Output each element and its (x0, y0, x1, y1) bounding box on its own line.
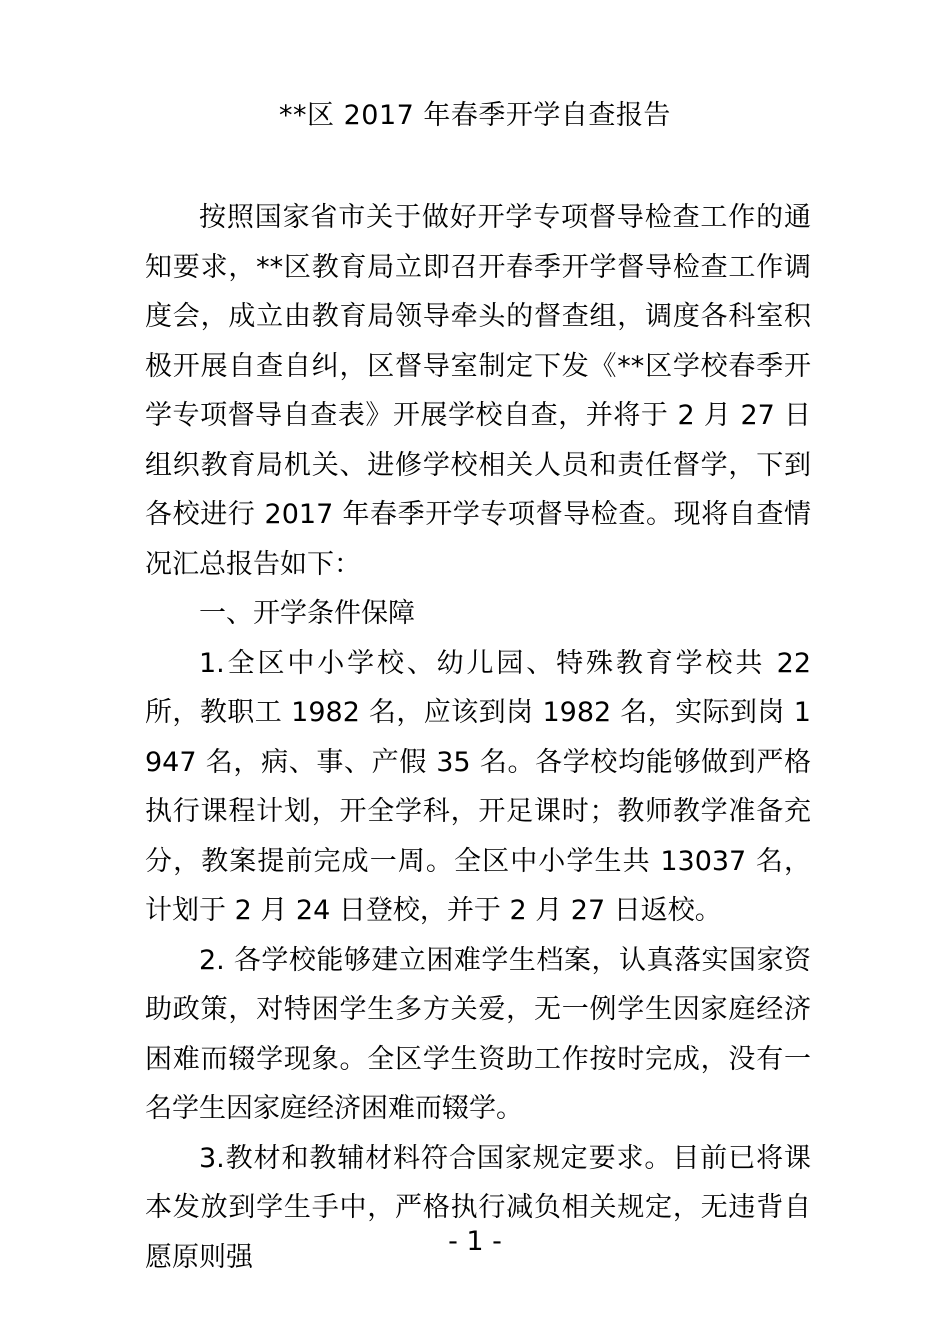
paragraph-item-3: 3.教材和教辅材料符合国家规定要求。目前已将课本发放到学生手中，严格执行减负相关规定，无违背自愿原则强 (145, 1142, 811, 1273)
section-heading-opening-conditions: 一、开学条件保障 (199, 598, 415, 629)
paragraph-item-1: 1.全区中小学校、幼儿园、特殊教育学校共 22 所，教职工 1982 名，应该到岗 1982 名，实际到岗 1947 名，病、事、产假 35 名。各学校均能够做到严格执行课程计划，开全学科，开足课时；教师教学准备充分，教案提前完成一周。全区中小学生共 13037 名，计划于 2 月 24 日登校，并于 2 月 27 日返校。 (145, 647, 811, 926)
page-number: - 1 - (448, 1226, 502, 1257)
paragraph-intro: 按照国家省市关于做好开学专项督导检查工作的通知要求，**区教育局立即召开春季开学督导检查工作调度会，成立由教育局领导牵头的督查组，调度各科室积极开展自查自纠，区督导室制定下发《**区学校春季开学专项督导自查表》开展学校自查，并将于 2 月 27 日组织教育局机关、进修学校相关人员和责任督学，下到各校进行 2017 年春季开学专项督导检查。现将自查情况汇总报告如下： (145, 202, 811, 580)
paragraph-item-2: 2. 各学校能够建立困难学生档案，认真落实国家资助政策，对特困学生多方关爱，无一例学生因家庭经济困难而辍学现象。全区学生资助工作按时完成，没有一名学生因家庭经济困难而辍学。 (145, 944, 811, 1124)
document-title: **区 2017 年春季开学自查报告 (279, 100, 671, 131)
document-body (145, 193, 811, 1282)
